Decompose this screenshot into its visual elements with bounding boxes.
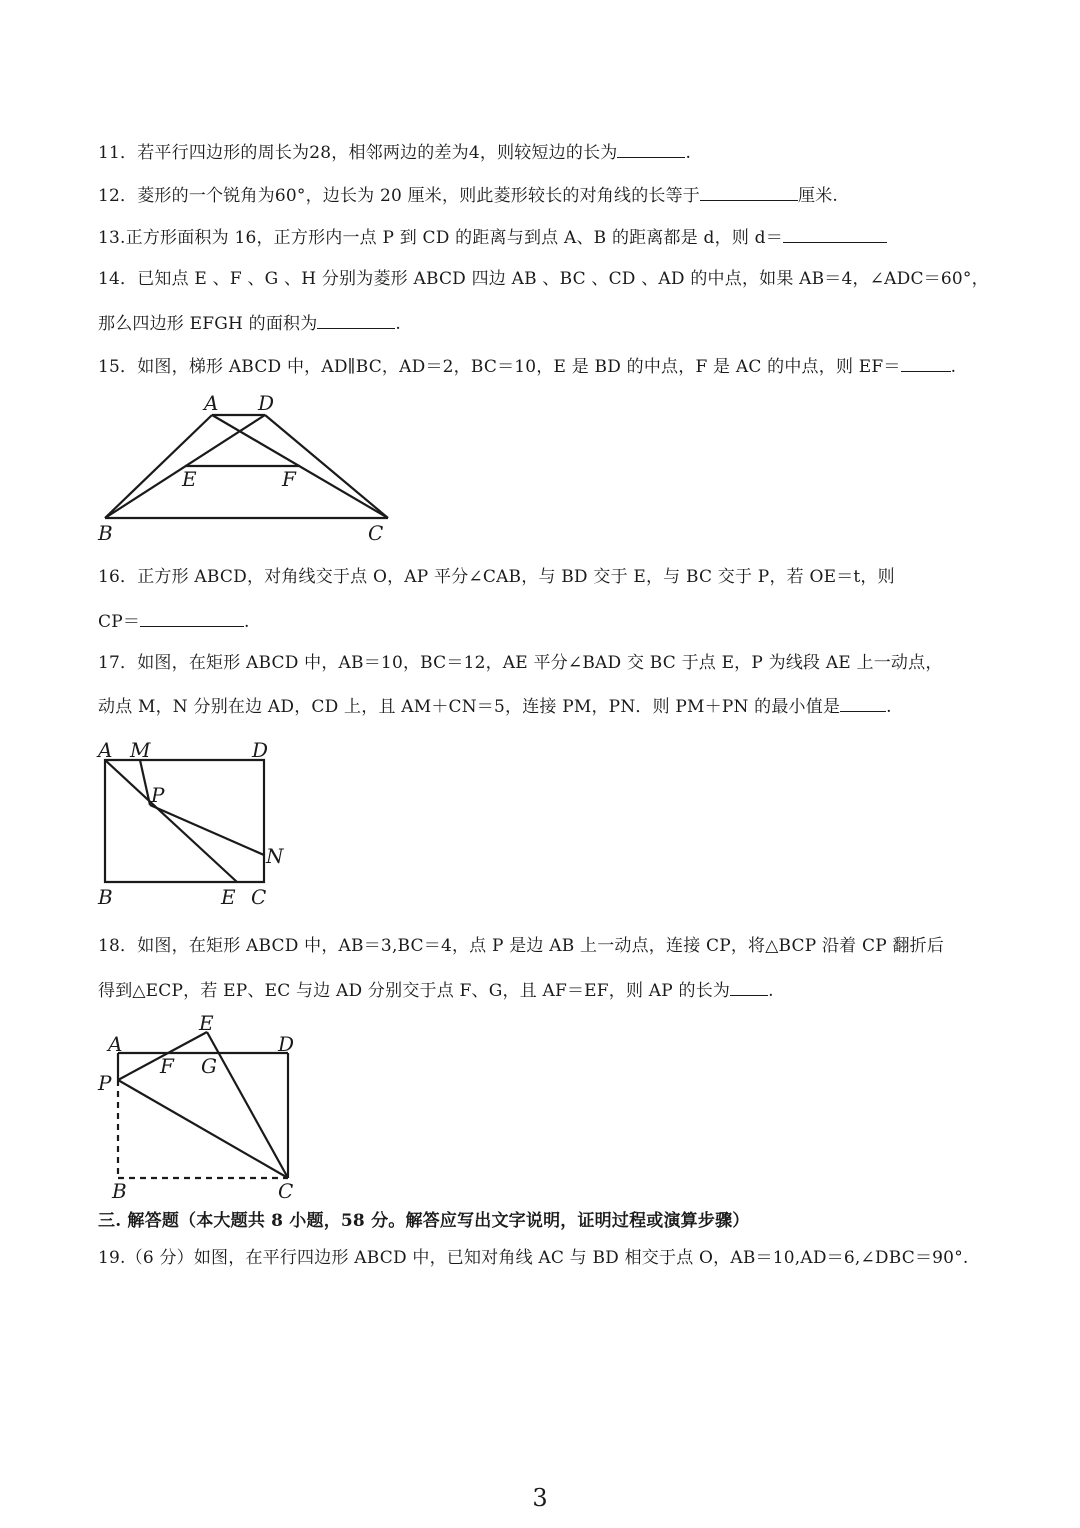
label-a: A: [98, 738, 113, 762]
label-p: P: [98, 1071, 112, 1095]
label-a: A: [204, 391, 219, 415]
question-11-tail: .: [685, 143, 692, 163]
label-e: E: [199, 1011, 214, 1035]
question-15-text: 15．如图，梯形 ABCD 中，AD∥BC，AD＝2，BC＝10，E 是 BD 的中点，F 是 AC 的中点，则 EF＝: [98, 357, 901, 377]
label-b: B: [98, 521, 113, 545]
label-p: P: [151, 783, 165, 807]
question-17-text-2: 动点 M，N 分别在边 AD，CD 上，且 AM＋CN＝5，连接 PM，PN．则 PM＋PN 的最小值是: [98, 697, 841, 717]
question-19: [98, 1246, 1010, 1270]
label-e: E: [221, 885, 236, 909]
question-17-tail: .: [886, 697, 892, 717]
label-d: D: [258, 391, 275, 415]
question-15-tail: .: [950, 357, 957, 377]
section-3-title: 三. 解答题（本大题共 8 小题，58 分。解答应写出文字说明，证明过程或演算步骤）: [98, 1211, 750, 1231]
question-14-tail: .: [395, 314, 402, 334]
question-13-text: 13.正方形面积为 16，正方形内一点 P 到 CD 的距离与到点 A、B 的距离都是 d，则 d＝: [98, 228, 783, 248]
question-19-text: 19.（6 分）如图，在平行四边形 ABCD 中，已知对角线 AC 与 BD 相交于点 O，AB＝10,AD＝6,∠DBC＝90°.: [98, 1248, 969, 1268]
section-heading: [98, 1209, 1010, 1233]
label-c: C: [278, 1179, 294, 1203]
label-c: C: [368, 521, 384, 545]
question-14-text-2: 那么四边形 EFGH 的面积为: [98, 314, 318, 334]
label-n: N: [266, 844, 284, 868]
label-d: D: [278, 1032, 295, 1056]
question-17-text-1: 17．如图，在矩形 ABCD 中，AB＝10，BC＝12，AE 平分∠BAD 交 BC 于点 E，P 为线段 AE 上一动点，: [98, 653, 943, 673]
question-12-text: 12．菱形的一个锐角为60°，边长为 20 厘米，则此菱形较长的对角线的长等于: [98, 186, 701, 206]
label-g: G: [201, 1054, 217, 1078]
label-d: D: [252, 738, 269, 762]
question-18-tail: .: [768, 981, 774, 1001]
label-b: B: [112, 1179, 127, 1203]
question-12-tail: 厘米.: [798, 186, 839, 206]
question-16-tail: .: [244, 612, 250, 632]
segment-pc: [118, 1080, 288, 1178]
question-16-text-1: 16．正方形 ABCD，对角线交于点 O，AP 平分∠CAB，与 BD 交于 E，与 BC 交于 P，若 OE＝t，则: [98, 567, 895, 587]
label-f: F: [282, 467, 296, 491]
label-c: C: [251, 885, 267, 909]
label-b: B: [98, 885, 113, 909]
label-a: A: [108, 1032, 123, 1056]
question-11-text: 11．若平行四边形的周长为28，相邻两边的差为4，则较短边的长为: [98, 143, 618, 163]
question-18-text-2: 得到△ECP，若 EP、EC 与边 AD 分别交于点 F、G，且 AF＝EF，则 AP 的长为: [98, 981, 731, 1001]
label-e: E: [182, 467, 197, 491]
label-f: F: [160, 1054, 174, 1078]
question-14-text-1: 14．已知点 E 、F 、G 、H 分别为菱形 ABCD 四边 AB 、BC 、CD 、AD 的中点，如果 AB＝4，∠ADC＝60°，: [98, 269, 989, 289]
question-18-text-1: 18．如图，在矩形 ABCD 中，AB＝3,BC＝4，点 P 是边 AB 上一动点，连接 CP，将△BCP 沿着 CP 翻折后: [98, 936, 945, 956]
question-16-text-2: CP＝: [98, 612, 141, 632]
page-number: 3: [532, 1484, 548, 1512]
label-m: M: [130, 738, 151, 762]
